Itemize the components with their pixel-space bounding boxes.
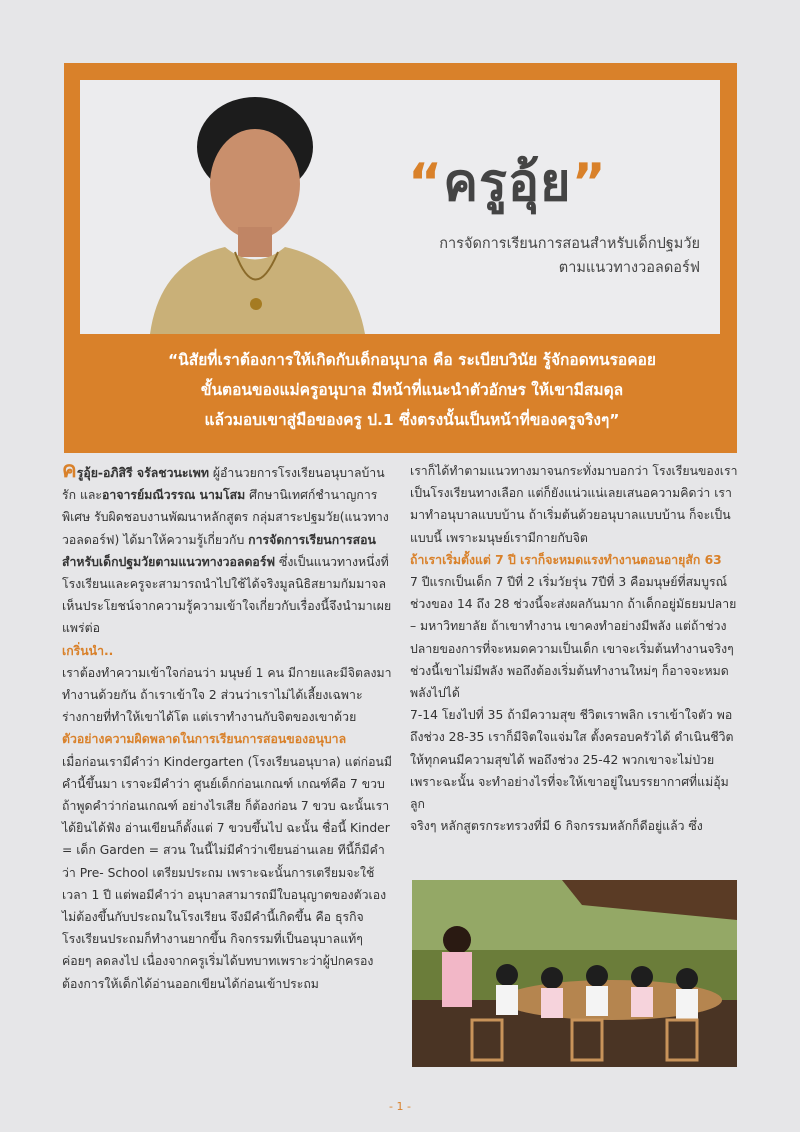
pull-quote-line-2: ขั้นตอนของแม่ครูอนุบาล มีหน้าที่แนะนำตัวอักษร ให้เขามีสมดุล	[200, 381, 624, 399]
drop-cap: ค	[62, 458, 77, 483]
left-column	[62, 460, 392, 995]
paragraph-2: เมื่อก่อนเรามีคำว่า Kindergarten (โรงเรียนอนุบาล) แต่ก่อนมีคำนี้ขึ้นมา เราจะมีคำว่า ศูนย์เด็กก่อนเกณฑ์ เกณฑ์คือ 7 ขวบ ถ้าพูดคำว่าก่อนเกณฑ์ อย่างไรเสีย ก็ต้องก่อน 7 ขวบ ฉะนั้นเราได้ยินได้ฟัง อ่านเขียนก็ตั้งแต่ 7 ขวบขึ้นไป ฉะนั้น ชื่อนี้ Kinder = เด็ก Garden = สวน ในนี้ไม่มีคำว่าเขียนอ่านเลย ทีนี้ก็มีคำว่า Pre- School เตรียมประถม เพราะฉะนั้นการเตรียมจะใช้เวลา 1 ปี แต่พอมีคำว่า อนุบาลสามารถมีใบอนุญาตของตัวเอง ไม่ต้องขึ้นกับประถมในโรงเรียน จึงมีคำนี้เกิดขึ้น คือ ธุรกิจ โรงเรียนประถมก็ทำงานยากขึ้น กิจกรรมที่เป็นอนุบาลแท้ๆ ค่อยๆ ลดลงไป เนื่องจากครูเริ่มได้บทบาทเพราะว่าผู้ปกครองต้องการให้เด็กได้อ่านออกเขียนได้ก่อนเข้าประถม	[62, 754, 392, 991]
section-heading-intro: เกริ่นนำ..	[62, 643, 114, 658]
intro-name-2: อาจารย์มณีวรรณ นามโสม	[102, 488, 246, 503]
right-paragraph-2: 7 ปีแรกเป็นเด็ก 7 ปีที่ 2 เริ่มวัยรุ่น 7ปีที่ 3 คือมนุษย์ที่สมบูรณ์ ช่วงของ 14 ถึง 28 ช่วงนี้จะส่งผลกันมาก ถ้าเด็กอยู่มัธยมปลาย – มหาวิทยาลัย ถ้าเขาทำงาน เขาคงทำอย่างมีพลัง แต่ถ้าช่วงปลายของการที่จะหมดความเป็นเด็ก เขาจะเริ่มต้นทำงานจริงๆ ช่วงนี้เขาไม่มีพลัง พอถึงต้องเริ่มต้นทำงานใหม่ๆ ก็อาจจะหมดพลังไปได้	[410, 575, 737, 701]
classroom-photo	[412, 880, 737, 1067]
pull-quote	[92, 345, 732, 435]
intro-text-1: ผู้อำนวยการโรงเรียนอนุบาลบ้านรัก และ	[62, 466, 385, 503]
subtitle-line-2: ตามแนวทางวอลดอร์ฟ	[558, 260, 700, 276]
right-column	[410, 460, 740, 837]
intro-text-3: ซึ่งเป็นแนวทางหนึ่งที่โรงเรียนและครูจะสามารถนำไปใช้ได้จริงมูลนิธิสยามกัมมาจลเห็นประโยชน์จากความรู้ความเข้าใจเกี่ยวกับเรื่องนี้จึงนำมาเผยแพร่ต่อ	[62, 554, 392, 636]
article-subtitle	[380, 232, 700, 280]
paragraph-1: เราต้องทำความเข้าใจก่อนว่า มนุษย์ 1 คน มีกายและมีจิตลงมาทำงานด้วยกัน ถ้าเราเข้าใจ 2 ส่วนว่าเราไม่ได้เลี้ยงเฉพาะร่างกายที่ทำให้เขาได้โต แต่เราทำงานกับจิตของเขาด้วย	[62, 665, 392, 725]
right-paragraph-1: เราก็ได้ทำตามแนวทางมาจนกระทั่งมาบอกว่า โรงเรียนของเราเป็นโรงเรียนทางเลือก แต่ก็ยังแน่วแน่เลยเสนอความคิดว่า เรามาทำอนุบาลแบบบ้าน ถ้าเริ่มต้นด้วยอนุบาลแบบบ้าน ก็จะเป็นแบบนี้ เพราะมนุษย์เรามีกายกับจิต	[410, 464, 738, 545]
title-text: ครูอุ้ย	[443, 153, 572, 213]
section-heading-age: ถ้าเราเริ่มตั้งแต่ 7 ปี เราก็จะหมดแรงทำงานตอนอายุสัก 63	[410, 552, 722, 567]
intro-topic: การจัดการเรียนการสอนสำหรับเด็กปฐมวัยตามแนวทางวอลดอร์ฟ	[62, 532, 376, 569]
intro-paragraph	[62, 460, 392, 640]
right-paragraph-4: จริงๆ หลักสูตรกระทรวงที่มี 6 กิจกรรมหลักก็ดีอยู่แล้ว ซึ่ง	[410, 819, 703, 834]
intro-name: รูอุ้ย-อภิสิรี จรัลชวนะเพท	[76, 466, 209, 480]
intro-text-2: ศึกษานิเทศก์ชำนาญการพิเศษ รับผิดชอบงานพัฒนาหลักสูตร กลุ่มสาระปฐมวัย(แนวทางวอลดอร์ฟ) ได้มาให้ความรู้เกี่ยวกับ	[62, 488, 389, 547]
subtitle-line-1: การจัดการเรียนการสอนสำหรับเด็กปฐมวัย	[439, 236, 700, 252]
right-paragraph-3: 7-14 โยงไปที่ 35 ถ้ามีความสุข ชีวิตเราพลิก เราเข้าใจตัว พอถึงช่วง 28-35 เราก็มีจิตใจแจ่มใส ตั้งครอบครัวได้ ดำเนินชีวิตให้ทุกคนมีความสุขได้ พอถึงช่วง 25-42 พวกเขาจะไม่ป่วย เพราะฉะนั้น จะทำอย่างไรที่จะให้เขาอยู่ในบรรยากาศที่แม่อุ้มลูก	[410, 708, 734, 812]
pull-quote-line-1: “นิสัยที่เราต้องการให้เกิดกับเด็กอนุบาล คือ ระเบียบวินัย รู้จักอดทนรอคอย	[167, 351, 656, 369]
portrait-image	[130, 92, 380, 334]
pull-quote-line-3: แล้วมอบเขาสู่มือของครู ป.1 ซึ่งตรงนั้นเป็นหน้าที่ของครูจริงๆ”	[204, 411, 620, 429]
article-title	[408, 140, 607, 223]
close-quote-mark: ”	[571, 153, 607, 213]
open-quote-mark: “	[408, 153, 444, 213]
page-number: - 1 -	[389, 1100, 411, 1113]
section-heading-mistakes: ตัวอย่างความผิดพลาดในการเรียนการสอนของอนุบาล	[62, 732, 347, 747]
